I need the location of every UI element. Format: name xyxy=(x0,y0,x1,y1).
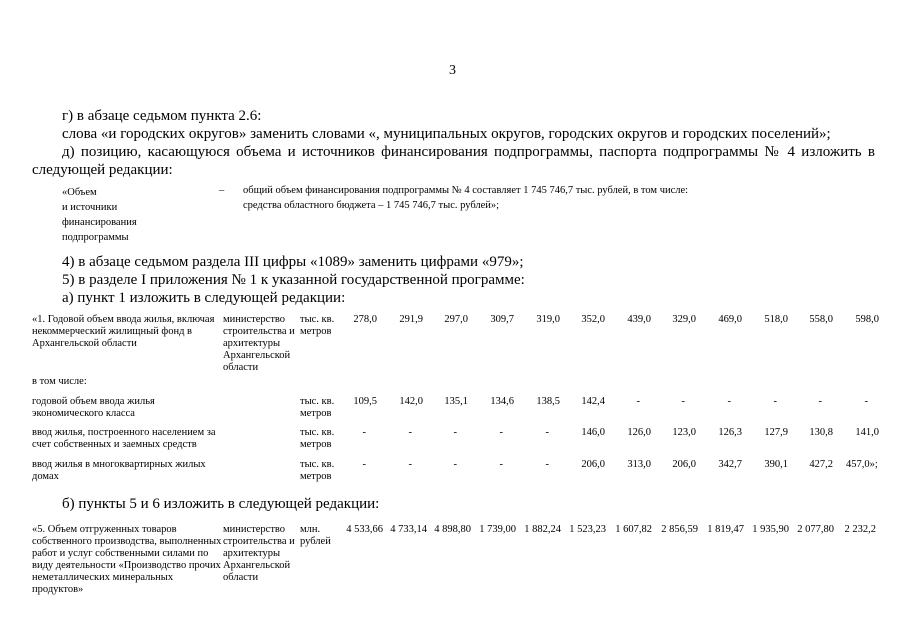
value-cell: 206,0 xyxy=(581,459,605,470)
paragraph-4: 4) в абзаце седьмом раздела III цифры «1089» заменить цифрами «979»; xyxy=(62,254,524,270)
value-cell: 127,9 xyxy=(764,427,788,438)
indicator-name: годовой объем ввода жилья экономического класса xyxy=(32,396,155,419)
value-cell: 1 935,90 xyxy=(752,524,789,535)
value-cell: 2 077,80 xyxy=(797,524,834,535)
value-cell: - xyxy=(362,427,366,438)
value-cell: 141,0 xyxy=(855,427,879,438)
value-cell: 109,5 xyxy=(353,396,377,407)
value-cell: - xyxy=(636,396,640,407)
value-cell: - xyxy=(362,459,366,470)
value-cell: 291,9 xyxy=(399,314,423,325)
value-cell: - xyxy=(453,459,457,470)
funding-text-line2: средства областного бюджета – 1 745 746,7 тыс. рублей»; xyxy=(243,200,500,211)
value-cell: 439,0 xyxy=(627,314,651,325)
unit: тыс. кв. метров xyxy=(300,427,335,450)
value-cell: 390,1 xyxy=(764,459,788,470)
funding-label-line: подпрограммы xyxy=(62,232,129,243)
value-cell: 4 733,14 xyxy=(390,524,427,535)
value-cell: - xyxy=(545,459,549,470)
indicator-name: ввод жилья в многоквартирных жилых домах xyxy=(32,459,206,482)
funding-label-line: финансирования xyxy=(62,217,137,228)
value-cell: 130,8 xyxy=(809,427,833,438)
value-cell: 469,0 xyxy=(718,314,742,325)
funding-dash: – xyxy=(219,185,225,196)
paragraph-d: д) позицию, касающуюся объема и источников финансирования подпрограммы, паспорта подпрограммы № 4 изложить в следующей редакции: xyxy=(32,144,875,178)
paragraph-b: б) пункты 5 и 6 изложить в следующей редакции: xyxy=(62,496,380,512)
unit: тыс. кв. метров xyxy=(300,314,335,337)
value-cell: 142,4 xyxy=(581,396,605,407)
paragraph-a: а) пункт 1 изложить в следующей редакции: xyxy=(62,290,346,306)
value-cell: - xyxy=(864,396,868,407)
unit: тыс. кв. метров xyxy=(300,396,335,419)
unit: тыс. кв. метров xyxy=(300,459,335,482)
value-cell: 558,0 xyxy=(809,314,833,325)
value-cell: 1 523,23 xyxy=(569,524,606,535)
value-cell: - xyxy=(727,396,731,407)
indicator-name: «1. Годовой объем ввода жилья, включая некоммерческий жилищный фонд в Архангельской области xyxy=(32,314,215,349)
value-cell: 342,7 xyxy=(718,459,742,470)
value-cell: 309,7 xyxy=(490,314,514,325)
value-cell: - xyxy=(499,427,503,438)
responsible-agency: министерство строительства и архитектуры Архангельской области xyxy=(223,524,295,583)
funding-label-line: и источники xyxy=(62,202,118,213)
value-cell: - xyxy=(818,396,822,407)
value-cell: - xyxy=(681,396,685,407)
value-cell: 329,0 xyxy=(672,314,696,325)
value-cell: - xyxy=(773,396,777,407)
value-cell: 457,0»; xyxy=(846,459,878,470)
value-cell: 4 898,80 xyxy=(434,524,471,535)
value-cell: - xyxy=(408,427,412,438)
indicator-name: «5. Объем отгруженных товаров собственного производства, выполненных работ и услуг собственными силами по виду деятельности «Производство прочих неметаллических минеральных продуктов» xyxy=(32,524,222,595)
value-cell: 297,0 xyxy=(444,314,468,325)
value-cell: 1 739,00 xyxy=(479,524,516,535)
value-cell: 518,0 xyxy=(764,314,788,325)
value-cell: 126,3 xyxy=(718,427,742,438)
value-cell: 278,0 xyxy=(353,314,377,325)
value-cell: 142,0 xyxy=(399,396,423,407)
value-cell: 123,0 xyxy=(672,427,696,438)
value-cell: 135,1 xyxy=(444,396,468,407)
funding-text-line1: общий объем финансирования подпрограммы № 4 составляет 1 745 746,7 тыс. рублей, в том числе: xyxy=(243,185,689,196)
funding-label-line: «Объем xyxy=(62,187,97,198)
funding-label xyxy=(62,185,202,245)
value-cell: 126,0 xyxy=(627,427,651,438)
unit: млн. рублей xyxy=(300,524,331,547)
indicator-name: в том числе: xyxy=(32,376,87,387)
indicator-name: ввод жилья, построенного населением за счет собственных и заемных средств xyxy=(32,427,216,450)
paragraph-g: г) в абзаце седьмом пункта 2.6: xyxy=(62,108,262,124)
page-number: 3 xyxy=(449,63,456,78)
value-cell: 2 232,2 xyxy=(844,524,876,535)
value-cell: - xyxy=(545,427,549,438)
value-cell: - xyxy=(499,459,503,470)
value-cell: 319,0 xyxy=(536,314,560,325)
value-cell: 4 533,66 xyxy=(346,524,383,535)
value-cell: 1 607,82 xyxy=(615,524,652,535)
value-cell: 313,0 xyxy=(627,459,651,470)
value-cell: - xyxy=(453,427,457,438)
value-cell: 1 819,47 xyxy=(707,524,744,535)
value-cell: 2 856,59 xyxy=(661,524,698,535)
value-cell: - xyxy=(408,459,412,470)
value-cell: 352,0 xyxy=(581,314,605,325)
value-cell: 206,0 xyxy=(672,459,696,470)
paragraph-words-replacement: слова «и городских округов» заменить словами «, муниципальных округов, городских округов и городских поселений»; xyxy=(62,126,831,142)
value-cell: 138,5 xyxy=(536,396,560,407)
paragraph-5: 5) в разделе I приложения № 1 к указанной государственной программе: xyxy=(62,272,525,288)
value-cell: 598,0 xyxy=(855,314,879,325)
value-cell: 146,0 xyxy=(581,427,605,438)
value-cell: 427,2 xyxy=(809,459,833,470)
responsible-agency: министерство строительства и архитектуры Архангельской области xyxy=(223,314,295,373)
value-cell: 134,6 xyxy=(490,396,514,407)
value-cell: 1 882,24 xyxy=(524,524,561,535)
